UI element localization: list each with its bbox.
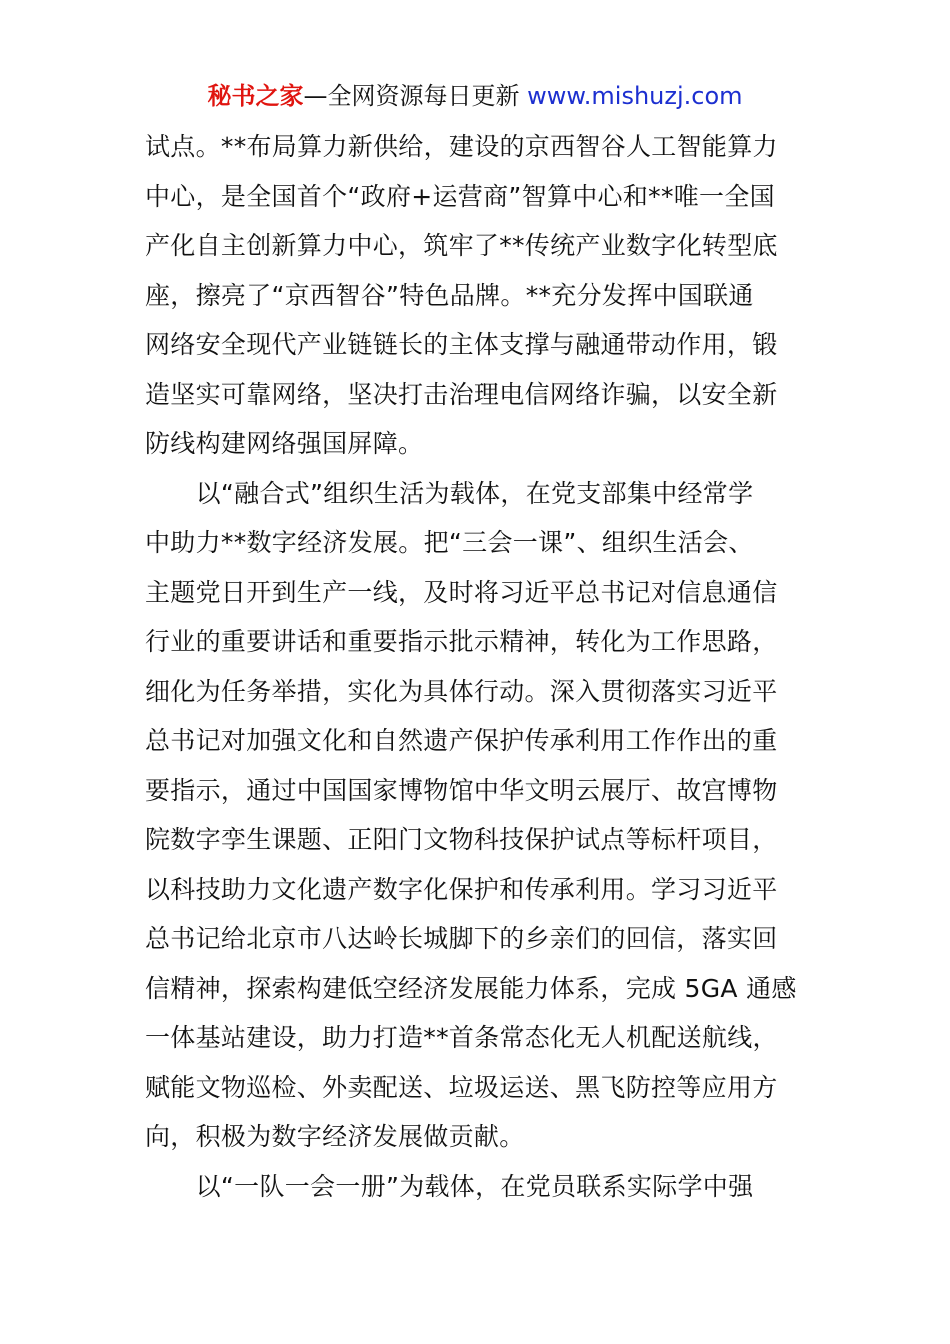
text-line: 行业的重要讲话和重要指示批示精神，转化为工作思路， [145, 627, 778, 656]
site-header [0, 80, 950, 112]
text-line: 产化自主创新算力中心，筑牢了**传统产业数字化转型底 [145, 231, 778, 260]
text-line: 总书记对加强文化和自然遗产保护传承利用工作作出的重 [145, 726, 778, 755]
text-line: 细化为任务举措，实化为具体行动。深入贯彻落实习近平 [145, 676, 778, 706]
paragraph-start-line: 以“融合式”组织生活为载体，在党支部集中经常学 [145, 478, 754, 508]
text-line: 造坚实可靠网络，坚决打击治理电信网络诈骗，以安全新 [145, 379, 778, 409]
text-line: 院数字孪生课题、正阳门文物科技保护试点等标杆项目， [145, 825, 778, 854]
text-line: 座，擦亮了“京西智谷”特色品牌。**充分发挥中国联通 [145, 280, 754, 310]
text-line: 网络安全现代产业链链长的主体支撑与融通带动作用，锻 [145, 330, 778, 359]
text-line: 赋能文物巡检、外卖配送、垃圾运送、黑飞防控等应用方 [145, 1072, 778, 1102]
text-line: 要指示，通过中国国家博物馆中华文明云展厅、故宫博物 [145, 775, 778, 805]
site-tagline: —全网资源每日更新 [303, 82, 520, 110]
text-line: 以科技助力文化遗产数字化保护和传承利用。学习习近平 [145, 874, 778, 904]
text-line: 试点。**布局算力新供给，建设的京西智谷人工智能算力 [145, 132, 778, 161]
document-body [145, 122, 809, 1211]
paragraph-start-line: 以“一队一会一册”为载体，在党员联系实际学中强 [145, 1171, 754, 1201]
text-line: 防线构建网络强国屏障。 [145, 429, 424, 458]
text-line: 一体基站建设，助力打造**首条常态化无人机配送航线， [145, 1023, 778, 1052]
site-url-link[interactable]: www.mishuzj.com [527, 82, 743, 110]
text-line: 中心，是全国首个“政府+运营商”智算中心和**唯一全国 [145, 181, 775, 211]
site-brand: 秘书之家 [207, 82, 304, 110]
text-line: 信精神，探索构建低空经济发展能力体系，完成 5GA 通感 [145, 973, 797, 1003]
text-line: 主题党日开到生产一线，及时将习近平总书记对信息通信 [145, 577, 778, 607]
text-line: 总书记给北京市八达岭长城脚下的乡亲们的回信，落实回 [145, 924, 778, 953]
text-line: 中助力**数字经济发展。把“三会一课”、组织生活会、 [145, 528, 754, 557]
text-line: 向，积极为数字经济发展做贡献。 [145, 1122, 525, 1151]
